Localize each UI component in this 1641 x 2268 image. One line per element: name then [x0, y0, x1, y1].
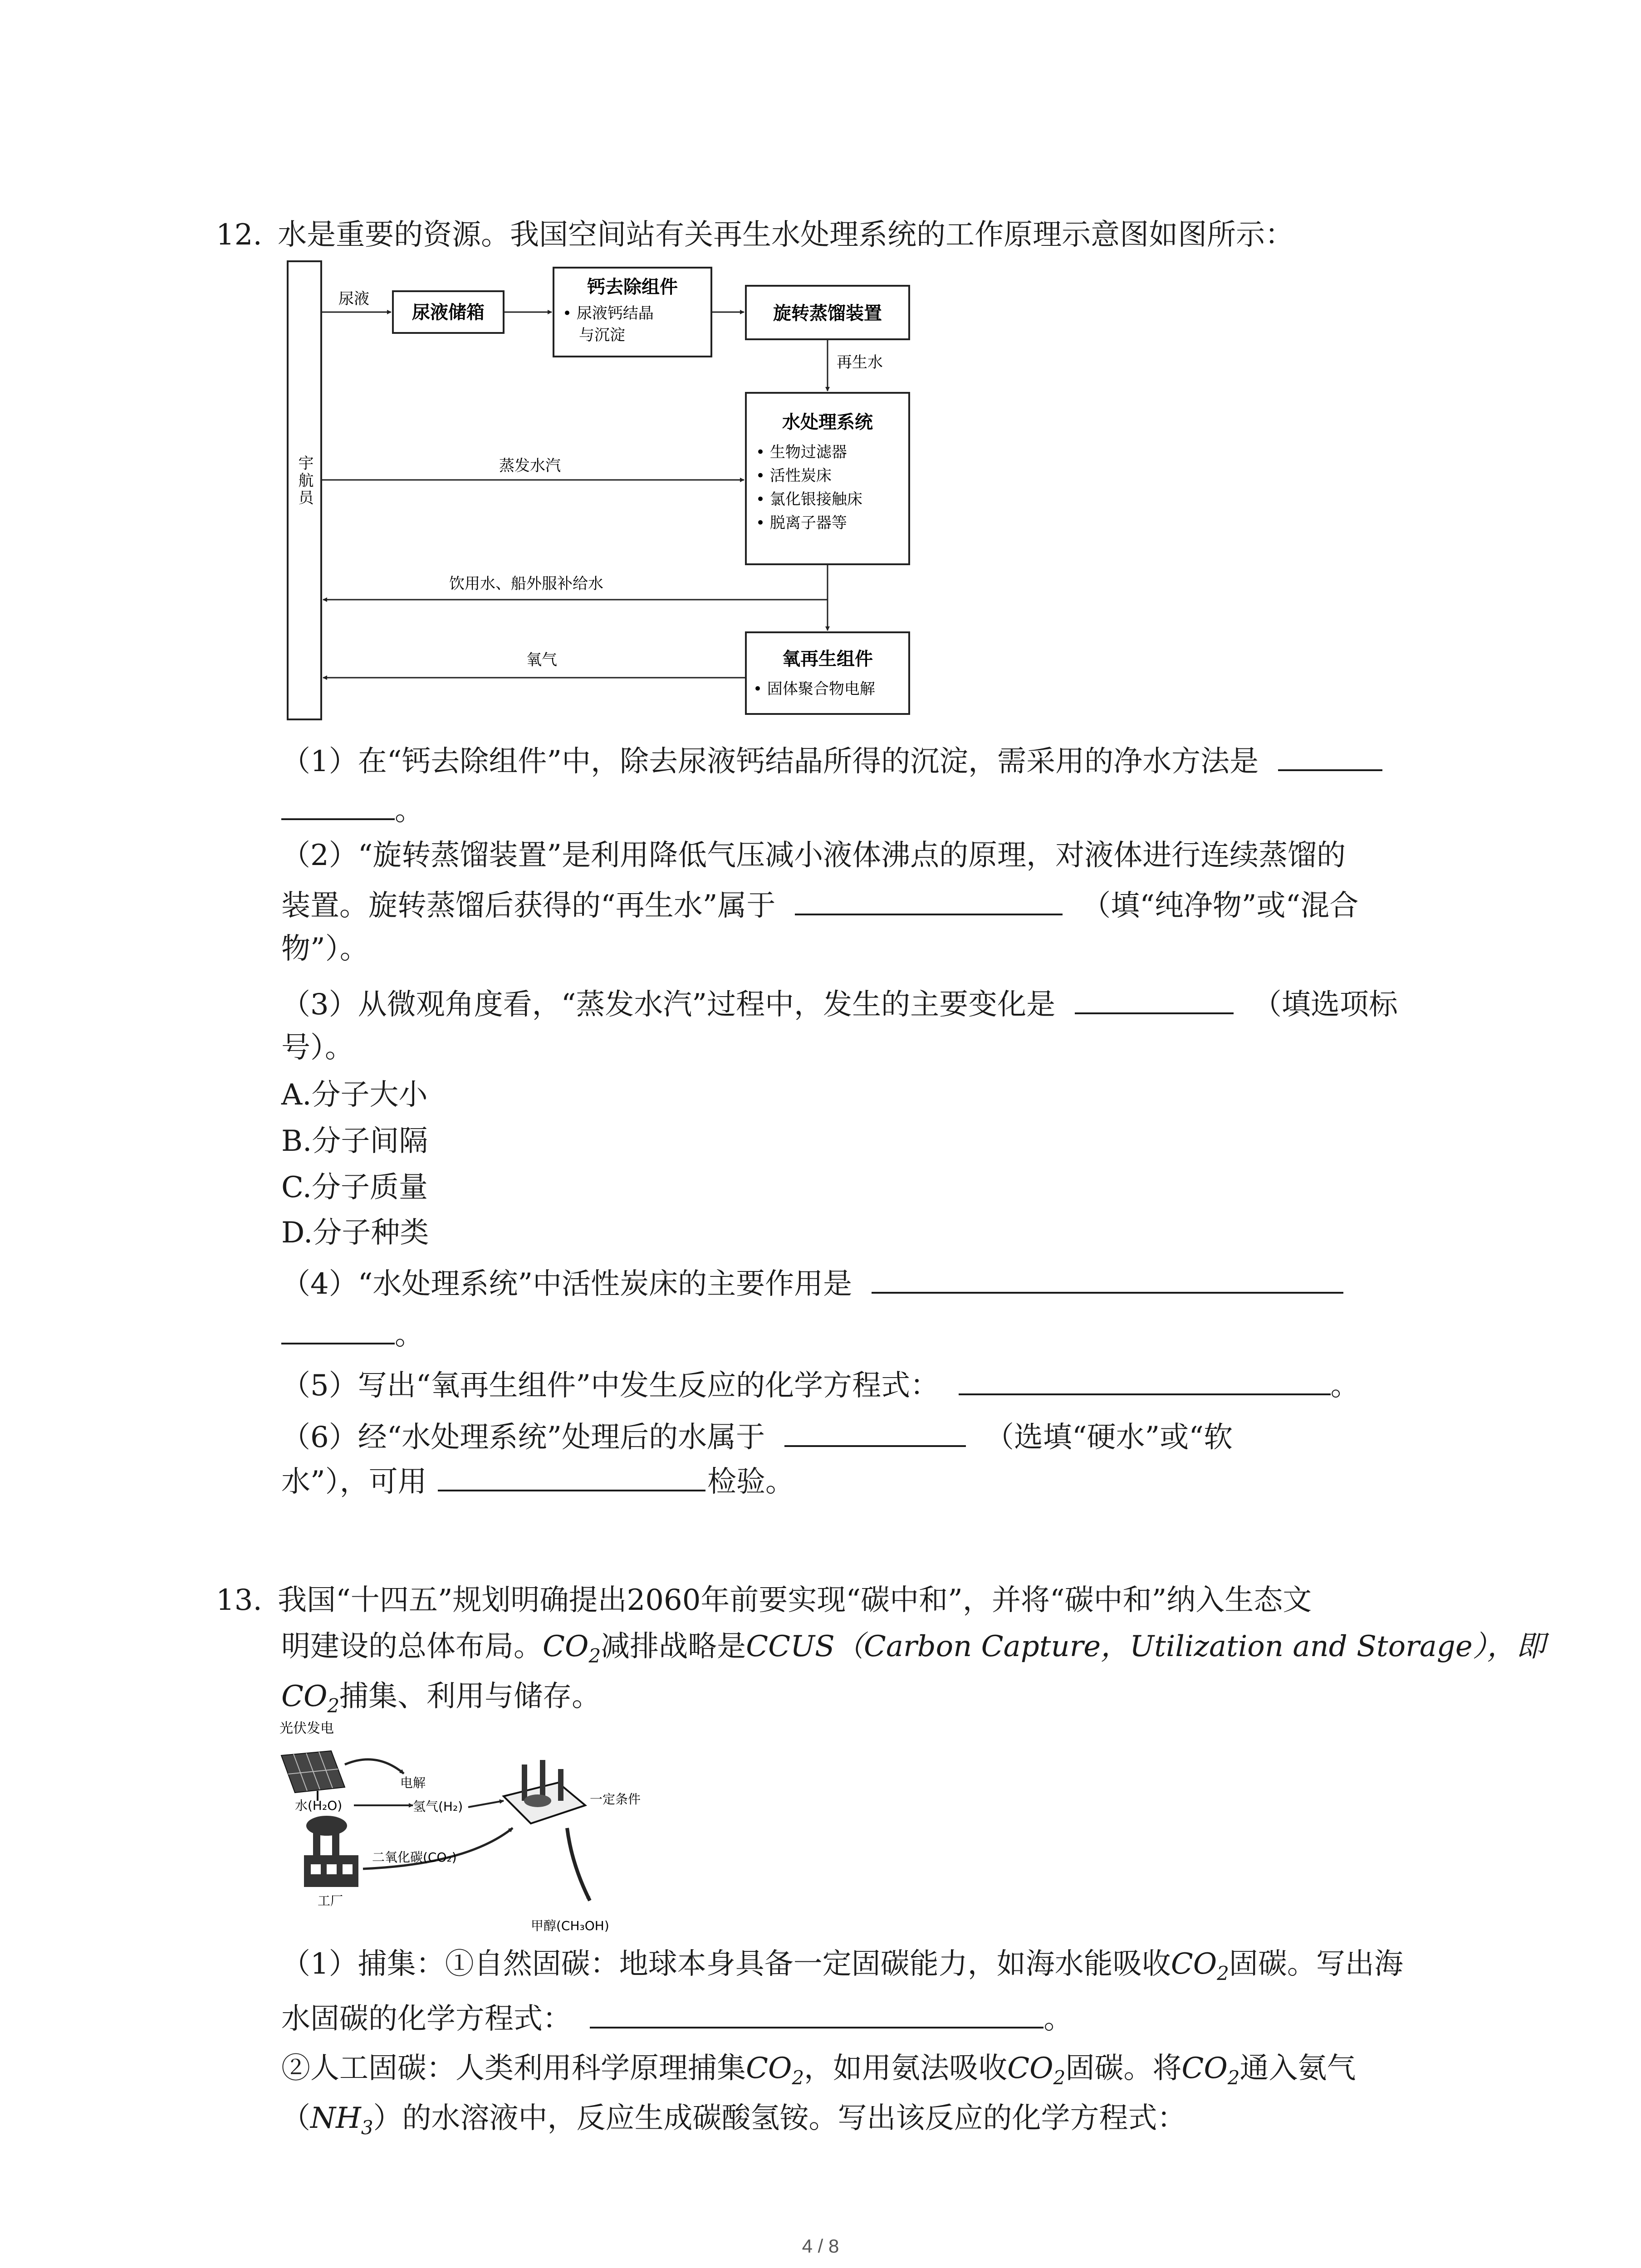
q13-part1: （1）捕集：①自然固碳：地球本身具备一定固碳能力，如海水能吸收$CO_2$固碳。写出海: [281, 1947, 1403, 1984]
q13-number: 13.: [216, 1584, 262, 1617]
co2-label: 二氧化碳(CO₂): [372, 1850, 457, 1865]
factory-label: 工厂: [318, 1893, 343, 1908]
q12-part6: （6）经“水处理系统”处理后的水属于 （选填“硬水”或“软: [281, 1417, 1233, 1456]
factory-icon: [304, 1816, 358, 1887]
answer-blank[interactable]: [281, 1315, 395, 1344]
q12-stem: 12. 水是重要的资源。我国空间站有关再生水处理系统的工作原理示意图如图所示：: [216, 218, 1294, 252]
reclaimed-water-label: 再生水: [837, 353, 883, 371]
option-b[interactable]: B.分子间隔: [281, 1124, 428, 1158]
q12-part3: （3）从微观角度看，“蒸发水汽”过程中，发生的主要变化是 （填选项标: [281, 984, 1398, 1023]
answer-blank[interactable]: [795, 885, 1063, 915]
water-treatment-item: • 生物过滤器: [756, 443, 847, 461]
hydrogen-label: 氢气(H₂): [413, 1799, 463, 1814]
q12-part3-cont: 号）。: [281, 1031, 354, 1065]
oxygen-label: 氧气: [526, 651, 557, 669]
q13-part2-cont: $(NH_3)$的水溶液中，反应生成碳酸氢铵。写出该反应的化学方程式：: [281, 2102, 1186, 2139]
urine-label: 尿液: [338, 290, 369, 308]
water-treatment-title: 水处理系统: [782, 412, 873, 433]
vapor-label: 蒸发水汽: [499, 457, 561, 475]
urine-tank-label: 尿液储箱: [412, 302, 485, 323]
q13-stem: 13. 我国“十四五”规划明确提出2060年前要实现“碳中和”，并将“碳中和”纳入生态文: [216, 1584, 1312, 1617]
reactor-icon: [504, 1760, 585, 1823]
solar-panel-icon: [281, 1751, 345, 1801]
water-recycling-diagram: [272, 259, 926, 730]
q12-part2-cont2: 物”）。: [281, 932, 369, 966]
option-d[interactable]: D.分子种类: [281, 1216, 429, 1250]
rotary-distillation-label: 旋转蒸馏装置: [773, 303, 882, 324]
q13-stem-cont2: $CO_2$捕集、利用与储存。: [281, 1680, 601, 1717]
electrolysis-label: 电解: [400, 1775, 426, 1790]
water-treatment-item: • 氯化银接触床: [756, 490, 862, 508]
q12-part1: （1）在“钙去除组件”中，除去尿液钙结晶所得的沉淀，需采用的净水方法是: [281, 741, 1382, 780]
q12-part4-cont: 。: [281, 1315, 424, 1353]
answer-blank[interactable]: [784, 1417, 966, 1447]
q12-part2: （2）“旋转蒸馏装置”是利用降低气压减小液体沸点的原理，对液体进行连续蒸馏的: [281, 839, 1346, 872]
answer-blank[interactable]: [1278, 741, 1382, 771]
q12-part2-cont: 装置。旋转蒸馏后获得的“再生水”属于 （填“纯净物”或“混合: [281, 885, 1358, 924]
q13-stem-cont: 明建设的总体布局。$CO_2$减排战略是CCUS（Carbon Capture，Utilization and Storage），即: [281, 1630, 1545, 1667]
answer-blank[interactable]: [959, 1365, 1331, 1395]
q12-part4: （4）“水处理系统”中活性炭床的主要作用是: [281, 1264, 1343, 1302]
answer-blank[interactable]: [438, 1461, 705, 1491]
q13-part1-cont: 水固碳的化学方程式： 。: [281, 1999, 1073, 2037]
q12-number: 12.: [216, 218, 262, 252]
calcium-removal-item: • 尿液钙结晶: [563, 304, 654, 323]
q12-part1-cont: 。: [281, 790, 424, 829]
answer-blank[interactable]: [872, 1264, 1343, 1294]
methanol-label: 甲醇(CH₃OH): [531, 1918, 609, 1933]
calcium-removal-item-cont: 与沉淀: [579, 326, 625, 344]
option-a[interactable]: A.分子大小: [281, 1078, 428, 1112]
q12-part5: （5）写出“氧再生组件”中发生反应的化学方程式： 。: [281, 1365, 1360, 1404]
oxygen-regen-title: 氧再生组件: [782, 649, 873, 670]
answer-blank[interactable]: [1075, 984, 1234, 1014]
water-label: 水(H₂O): [295, 1798, 343, 1813]
condition-label: 一定条件: [590, 1792, 641, 1807]
answer-blank[interactable]: [281, 790, 395, 820]
option-c[interactable]: C.分子质量: [281, 1171, 428, 1204]
oxygen-regen-box: [746, 632, 909, 714]
ccus-figure: [277, 1719, 685, 1937]
pv-label: 光伏发电: [279, 1721, 334, 1736]
q13-part2: ②人工固碳：人类利用科学原理捕集$CO_2$，如用氨法吸收$CO_2$固碳。将$CO_2$通入氨气: [281, 2052, 1356, 2089]
q12-part6-cont: 水”），可用 检验。: [281, 1461, 794, 1500]
water-treatment-item: • 脱离子器等: [756, 514, 847, 532]
astronaut-label: 宇航员: [295, 455, 314, 507]
page-number: 4 / 8: [802, 2235, 839, 2257]
drink-water-label: 饮用水、船外服补给水: [449, 575, 603, 593]
water-treatment-item: • 活性炭床: [756, 467, 832, 485]
oxygen-regen-item: • 固体聚合物电解: [753, 680, 875, 698]
answer-blank[interactable]: [590, 1999, 1043, 2028]
calcium-removal-title: 钙去除组件: [587, 277, 678, 298]
